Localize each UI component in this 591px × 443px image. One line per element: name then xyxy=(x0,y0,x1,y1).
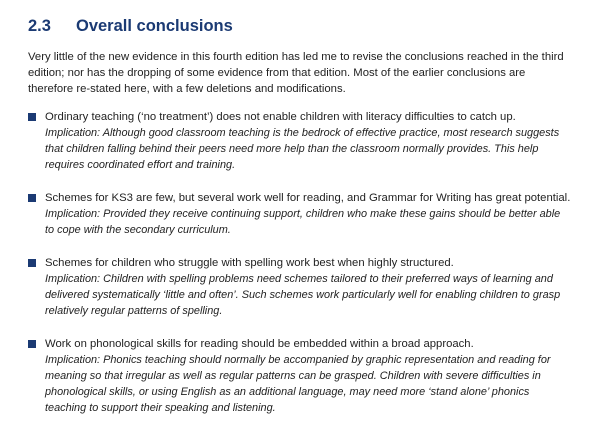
conclusion-body xyxy=(45,190,571,238)
section-title: Overall conclusions xyxy=(76,17,233,35)
conclusion-statement: Ordinary teaching (‘no treatment’) does not enable children with literacy difficulties to catch up. xyxy=(45,111,516,123)
square-bullet-icon xyxy=(28,194,36,202)
conclusion-implication: Implication: Children with spelling problems need schemes tailored to their preferred ways of learning and delivered systematically ‘little and often’. Such schemes work particularly well for enabling children to grasp relatively regular patterns of spelling. xyxy=(45,273,561,317)
conclusion-implication: Implication: Phonics teaching should normally be accompanied by graphic representation and reading for meaning so that irregular as well as regular patterns can be grasped. Children with severe difficulties in phonological skills, or using English as an additional language, may need more ‘stand alone’ phonics teaching to support their speaking and listening. xyxy=(45,354,551,414)
section-heading xyxy=(28,17,571,36)
conclusion-statement: Work on phonological skills for reading should be embedded within a broad approach. xyxy=(45,338,474,350)
section-number: 2.3 xyxy=(28,17,51,35)
square-bullet-icon xyxy=(28,340,36,348)
conclusion-statement: Schemes for children who struggle with spelling work best when highly structured. xyxy=(45,257,454,269)
conclusion-body xyxy=(45,255,571,319)
conclusion-body xyxy=(45,336,571,416)
square-bullet-icon xyxy=(28,259,36,267)
intro-paragraph: Very little of the new evidence in this fourth edition has led me to revise the conclusions reached in the third edition; nor has the dropping of some evidence from that edition. Most of the earlier conclusions are therefore re-stated here, with a few deletions and modifications. xyxy=(28,51,564,95)
conclusion-item xyxy=(28,255,571,319)
square-bullet-icon xyxy=(28,113,36,121)
conclusion-implication: Implication: Although good classroom teaching is the bedrock of effective practice, most research suggests that children falling behind their peers need more help than the classroom normally provides. This help requires coordinated effort and training. xyxy=(45,127,560,171)
conclusion-item xyxy=(28,336,571,416)
conclusion-implication: Implication: Provided they receive continuing support, children who make these gains should be better able to cope with the secondary curriculum. xyxy=(45,208,561,236)
conclusion-item xyxy=(28,109,571,173)
conclusion-item xyxy=(28,190,571,238)
conclusion-statement: Schemes for KS3 are few, but several work well for reading, and Grammar for Writing has great potential. xyxy=(45,192,571,204)
conclusion-body xyxy=(45,109,571,173)
